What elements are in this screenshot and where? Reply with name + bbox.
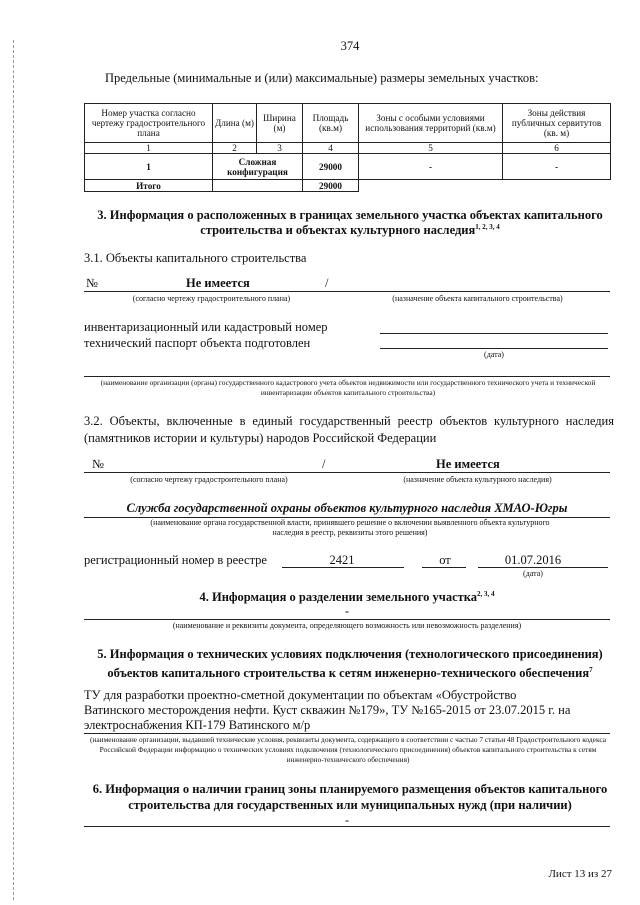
table-cell-zones: - — [359, 154, 503, 180]
number-sign: № — [92, 457, 104, 471]
s5-text: ТУ для разработки проектно-сметной документации по объектам «Обустройство Ватинского месторождения нефти. Куст скважин №179», ТУ №165-2015 от 23.07.2015 г. на электроснабжения КП-179 Ватинского м/р — [84, 688, 571, 732]
s32-value: Не имеется — [436, 457, 500, 471]
plot-size-table — [84, 103, 611, 192]
date-line — [478, 567, 608, 568]
table-cell-area: 29000 — [303, 154, 359, 180]
table-header: Зоны с особыми условиями использования территорий (кв.м) — [359, 104, 503, 143]
section-4-title: 4. Информация о разделении земельного участка$^{2, 3, 4}$ — [199, 590, 495, 605]
authority-cap: (наименование органа государственной власти, принявшего решение о включении выявленного объекта культурного наследия в реестр, реквизиты этого решения) — [150, 518, 550, 537]
table-header: Ширина (м) — [257, 104, 303, 143]
field-line — [84, 291, 610, 292]
s5-cap: (наименование организации, выдавшей технические условия, реквизиты документа, содержащего в соответствии с частью 7 статьи 48 Градостроительного кодекса Российской Федерации информацию о технических условиях подключения (технологического присоединения) объектов капитального строительства к сетям инженерно-технического обеспечения) — [89, 735, 607, 764]
reg-from: от — [439, 553, 451, 567]
s6-value: - — [344, 813, 350, 827]
sheet-number: Лист 13 из 27 — [548, 868, 612, 880]
margin-dash-line — [13, 40, 14, 900]
s31-date-cap: (дата) — [484, 350, 504, 359]
table-total-label: Итого — [85, 180, 213, 192]
table-header: Длина (м) — [213, 104, 257, 143]
s4-value: - — [344, 604, 350, 618]
org-line — [84, 376, 610, 377]
field-line — [84, 472, 610, 473]
table-col-number: 4 — [303, 143, 359, 154]
s4-line — [84, 619, 610, 620]
section-5-title: 5. Информация о технических условиях подключения (технологического присоединения) объектов капитального строительства к сетям инженерно-технического обеспечения$^7$ — [97, 647, 603, 681]
table-total-area: 29000 — [303, 180, 359, 192]
reg-date: 01.07.2016 — [504, 553, 562, 567]
table-col-number: 2 — [213, 143, 257, 154]
passport-label: технический паспорт объекта подготовлен — [84, 336, 311, 350]
table-col-number: 5 — [359, 143, 503, 154]
s32-cap-left: (согласно чертежу градостроительного плана) — [130, 475, 288, 484]
section-3-title: 3. Информация о расположенных в границах земельного участка объектах капитального строительства и объектах культурного наследия$^{1, 2, 3, 4}$ — [97, 208, 603, 238]
s31-cap-left: (согласно чертежу градостроительного плана) — [132, 294, 291, 303]
inventory-line — [380, 333, 608, 334]
passport-date-line — [380, 348, 608, 349]
authority-name: Служба государственной охраны объектов культурного наследия ХМАО-Югры — [126, 501, 568, 515]
s32-cap-right: (назначение объекта культурного наследия) — [403, 475, 552, 484]
table-cell-plot: 1 — [85, 154, 213, 180]
size-heading: Предельные (минимальные и (или) максимальные) размеры земельных участков: — [105, 71, 539, 85]
table-header: Зоны действия публичных сервитутов (кв. м) — [503, 104, 611, 143]
s6-line — [84, 826, 610, 827]
inventory-label: инвентаризационный или кадастровый номер — [84, 320, 328, 334]
number-sign: № — [86, 276, 98, 290]
slash: / — [322, 457, 326, 471]
s5-line — [84, 733, 610, 734]
table-cell-config: Сложная конфигурация — [213, 154, 303, 180]
s4-cap: (наименование и реквизиты документа, определяющего возможность или невозможность разделения) — [172, 621, 522, 630]
s31-value: Не имеется — [186, 276, 250, 290]
slash: / — [325, 276, 329, 290]
reg-label: регистрационный номер в реестре — [84, 553, 267, 567]
table-col-number: 3 — [257, 143, 303, 154]
s31-cap-right: (назначение объекта капитального строительства) — [392, 294, 563, 303]
reg-number: 2421 — [329, 553, 355, 567]
section-3-2-title: 3.2. Объекты, включенные в единый государственный реестр объектов культурного наследия (памятников истории и культуры) народов Российской Федерации — [84, 414, 614, 445]
section-6-title: 6. Информация о наличии границ зоны планируемого размещения объектов капитального строительства для государственных или муниципальных нужд (при наличии) — [92, 782, 608, 812]
section-3-1-title: 3.1. Объекты капитального строительства — [84, 251, 307, 265]
table-col-number: 6 — [503, 143, 611, 154]
from-line — [422, 567, 466, 568]
table-header: Площадь (кв.м) — [303, 104, 359, 143]
table-col-number: 1 — [85, 143, 213, 154]
s31-org-cap: (наименование организации (органа) государственного кадастрового учета объектов недвижимости или государственного технического учета и технической инвентаризации объектов капитального строительства) — [100, 378, 596, 397]
reg-date-cap: (дата) — [523, 569, 543, 578]
table-cell-servitudes: - — [503, 154, 611, 180]
table-header: Номер участка согласно чертежу градостроительного плана — [85, 104, 213, 143]
reg-number-line — [282, 567, 404, 568]
page-number: 374 — [340, 39, 360, 53]
